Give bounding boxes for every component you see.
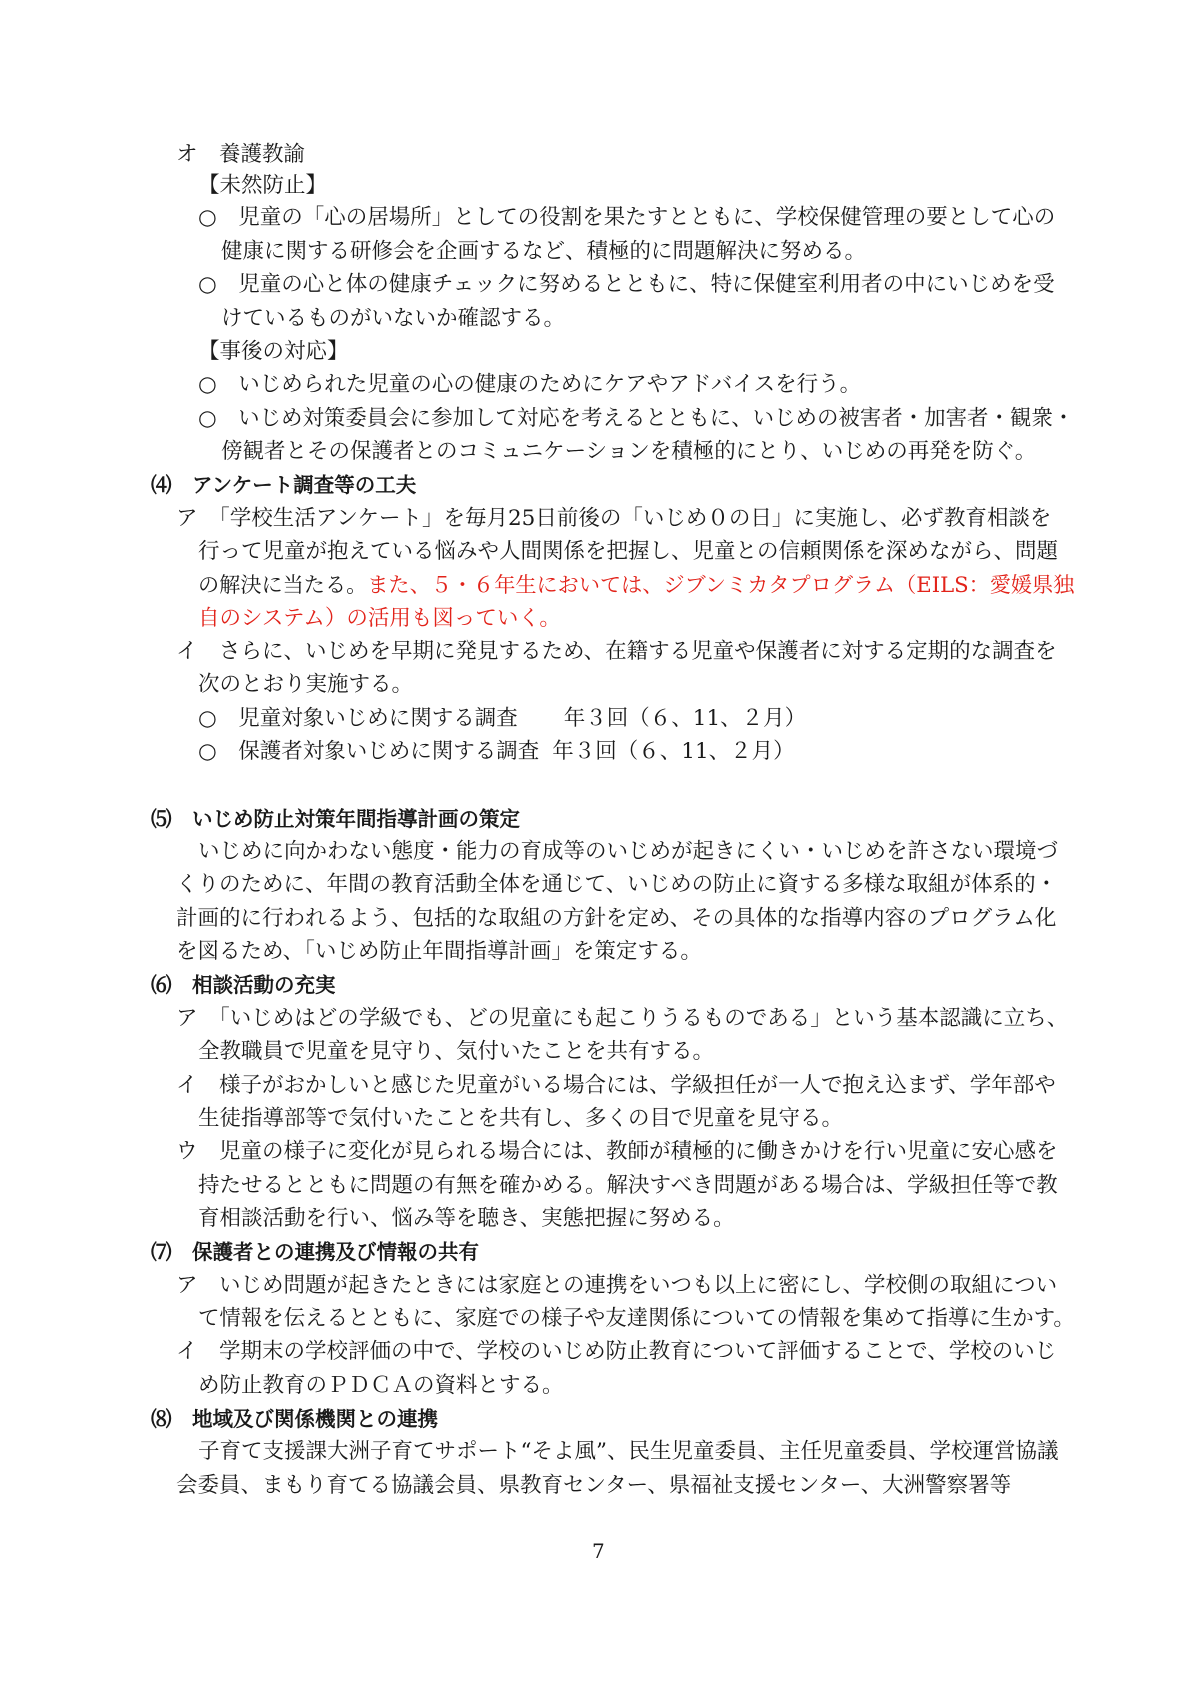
section4-a-line3-black: の解決に当たる。 bbox=[198, 572, 368, 597]
section4-i-line1: イ さらに、いじめを早期に発見するため、在籍する児童や保護者に対する定期的な調査を bbox=[176, 639, 1057, 664]
page-number: 7 bbox=[592, 1539, 605, 1563]
section5-line2: くりのために、年間の教育活動全体を通じて、いじめの防止に資する多様な取組が体系的・ bbox=[176, 872, 1058, 897]
section-o-p3-line1: ○ いじめられた児童の心の健康のためにケアやアドバイスを行う。 bbox=[198, 372, 862, 397]
section7-a-line1: ア いじめ問題が起きたときには家庭との連携をいつも以上に密にし、学校側の取組につい bbox=[176, 1273, 1058, 1298]
section4-a-line4: 自のシステム）の活用も図っていく。 bbox=[198, 606, 561, 631]
section-o-p2-line2: けているものがいないか確認する。 bbox=[221, 306, 566, 331]
after-response-label: 【事後の対応】 bbox=[198, 339, 349, 364]
survey2-frequency: 年３回（６、11、２月） bbox=[552, 739, 795, 764]
section7-i-line1: イ 学期末の学校評価の中で、学校のいじめ防止教育について評価することで、学校のいじ bbox=[176, 1339, 1057, 1364]
section8-heading: ⑻ 地域及び関係機関との連携 bbox=[151, 1407, 438, 1431]
survey1-name: ○ 児童対象いじめに関する調査 bbox=[198, 706, 518, 731]
section4-a-line1: ア 「学校生活アンケート」を毎月25日前後の「いじめ０の日」に実施し、必ず教育相談を bbox=[176, 506, 1052, 531]
section6-u-line3: 育相談活動を行い、悩み等を聴き、実態把握に努める。 bbox=[198, 1206, 735, 1231]
prevention-label: 【未然防止】 bbox=[198, 173, 328, 198]
section7-a-line2: て情報を伝えるとともに、家庭での様子や友達関係についての情報を集めて指導に生かす。 bbox=[198, 1306, 1075, 1331]
survey2-name: ○ 保護者対象いじめに関する調査 bbox=[198, 739, 540, 764]
section6-u-line2: 持たせるとともに問題の有無を確かめる。解決すべき問題がある場合は、学級担任等で教 bbox=[198, 1173, 1058, 1198]
section-o-p1-line2: 健康に関する研修会を企画するなど、積極的に問題解決に努める。 bbox=[221, 239, 867, 264]
section4-heading: ⑷ アンケート調査等の工夫 bbox=[151, 473, 417, 497]
section-o-p1-line1: ○ 児童の「心の居場所」としての役割を果たすとともに、学校保健管理の要として心の bbox=[198, 205, 1056, 230]
section8-line1: 子育て支援課大洲子育てサポート“そよ風”、民生児童委員、主任児童委員、学校運営協議 bbox=[198, 1439, 1059, 1464]
section6-a-line2: 全教職員で児童を見守り、気付いたことを共有する。 bbox=[198, 1039, 715, 1064]
section8-line2: 会委員、まもり育てる協議会員、県教育センター、県福祉支援センター、大洲警察署等 bbox=[176, 1473, 1012, 1498]
section6-a-line1: ア 「いじめはどの学級でも、どの児童にも起こりうるものである」という基本認識に立ち、 bbox=[176, 1006, 1069, 1031]
section-o-p2-line1: ○ 児童の心と体の健康チェックに努めるとともに、特に保健室利用者の中にいじめを受 bbox=[198, 272, 1055, 297]
section4-a-line3 bbox=[198, 571, 1074, 599]
section6-u-line1: ウ 児童の様子に変化が見られる場合には、教師が積極的に働きかけを行い児童に安心感を bbox=[176, 1139, 1058, 1164]
survey-row-children bbox=[198, 705, 806, 733]
section-o-title: オ 養護教諭 bbox=[176, 142, 306, 167]
section-o-p4-line1: ○ いじめ対策委員会に参加して対応を考えるとともに、いじめの被害者・加害者・観衆・ bbox=[198, 406, 1075, 431]
section6-i-line2: 生徒指導部等で気付いたことを共有し、多くの目で児童を見守る。 bbox=[198, 1106, 844, 1131]
section4-a-line3-red: また、５・６年生においては、ジブンミカタプログラム（EILS：愛媛県独 bbox=[367, 572, 1075, 597]
section5-line3: 計画的に行われるよう、包括的な取組の方針を定め、その具体的な指導内容のプログラム化 bbox=[176, 906, 1057, 931]
section7-heading: ⑺ 保護者との連携及び情報の共有 bbox=[151, 1240, 479, 1264]
section6-i-line1: イ 様子がおかしいと感じた児童がいる場合には、学級担任が一人で抱え込まず、学年部や bbox=[176, 1073, 1056, 1098]
section6-heading: ⑹ 相談活動の充実 bbox=[151, 973, 336, 997]
section5-line4: を図るため、「いじめ防止年間指導計画」を策定する。 bbox=[176, 939, 702, 964]
section7-i-line2: め防止教育のＰＤＣＡの資料とする。 bbox=[198, 1373, 564, 1398]
section-o-p4-line2: 傍観者とその保護者とのコミュニケーションを積極的にとり、いじめの再発を防ぐ。 bbox=[221, 439, 1037, 464]
section4-a-line2: 行って児童が抱えている悩みや人間関係を把握し、児童との信頼関係を深めながら、問題 bbox=[198, 539, 1059, 564]
section5-heading: ⑸ いじめ防止対策年間指導計画の策定 bbox=[151, 807, 520, 831]
section4-i-line2: 次のとおり実施する。 bbox=[198, 672, 414, 697]
survey-row-guardians bbox=[198, 738, 795, 766]
section5-line1: いじめに向かわない態度・能力の育成等のいじめが起きにくい・いじめを許さない環境づ bbox=[198, 839, 1059, 864]
survey1-frequency: 年３回（６、11、２月） bbox=[563, 706, 807, 731]
